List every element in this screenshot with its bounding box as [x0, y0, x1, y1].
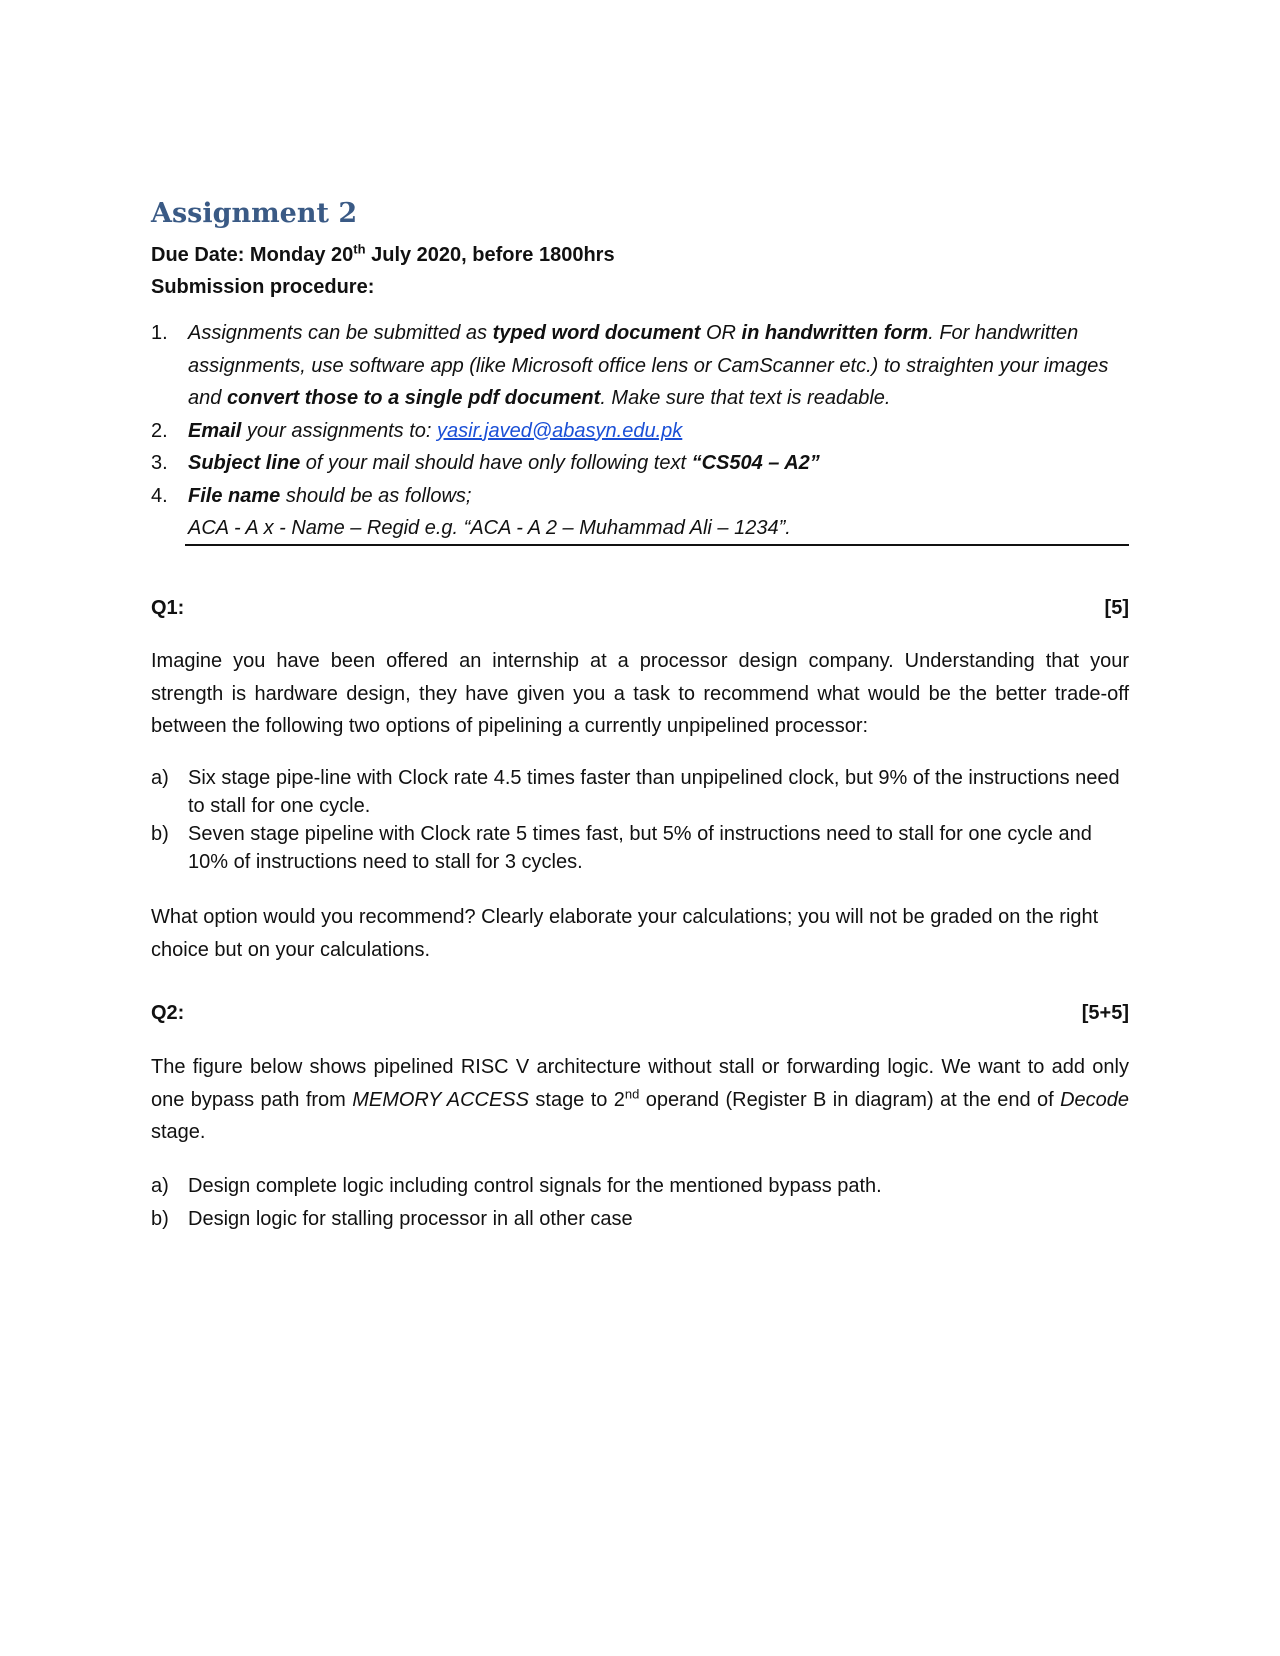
section-divider	[185, 544, 1129, 546]
q1-header	[151, 596, 1129, 620]
step-text: . Make sure that text is readable.	[600, 387, 891, 409]
step-bold-text: Email	[188, 419, 242, 442]
step-number: 1.	[151, 322, 168, 344]
step-number: 2.	[151, 419, 168, 442]
submission-procedure-heading: Submission procedure:	[151, 276, 375, 298]
step-text: should be as follows;	[280, 484, 472, 507]
step-bold-text: “CS504 – A2”	[691, 452, 820, 474]
step-text: OR	[700, 322, 742, 344]
q2-intro	[151, 1051, 1129, 1149]
q1-marks: [5]	[1104, 597, 1129, 619]
option-text: Six stage pipe-line with Clock rate 4.5 times faster than unpipelined clock, but 9% of the instructions need to stall for one cycle.	[188, 767, 1120, 817]
q1-options	[151, 764, 1129, 876]
option-item	[151, 764, 1129, 820]
step-bold-text: in handwritten form	[741, 322, 929, 344]
step-number: 4.	[151, 484, 168, 507]
step-text: of your mail should have only following text	[300, 452, 692, 474]
q1-intro: Imagine you have been offered an internship at a processor design company. Understanding that your strength is hardware design, they have given you a task to recommend what would be the better trade-off between the following two options of pipelining a currently unpipelined processor:	[151, 650, 1129, 737]
step-bold-text: Subject line	[188, 452, 301, 474]
q2-intro-text: stage.	[151, 1121, 206, 1143]
q2-intro-text: stage to 2	[529, 1088, 625, 1111]
file-name-example: ACA - A x - Name – Regid e.g. “ACA - A 2 – Muhammad Ali – 1234”.	[188, 517, 791, 539]
option-label: b)	[151, 1207, 169, 1230]
q2-marks: [5+5]	[1081, 1002, 1129, 1024]
option-item	[151, 1170, 1129, 1203]
step-text: your assignments to:	[241, 419, 438, 442]
step-bold-text: File name	[188, 484, 281, 507]
q2-intro-italic: MEMORY ACCESS	[352, 1088, 529, 1111]
step-item	[151, 480, 1131, 545]
q2-intro-text: operand (Register B in diagram) at the end of	[639, 1088, 1061, 1111]
option-item	[151, 820, 1129, 876]
step-bold-text: typed word document	[492, 322, 701, 344]
step-item	[151, 317, 1131, 415]
step-item	[151, 447, 1131, 480]
q1-question: What option would you recommend? Clearly elaborate your calculations; you will not be graded on the right choice but on your calculations.	[151, 906, 1099, 961]
step-bold-text: convert those to a single pdf document	[226, 387, 601, 409]
q2-header	[151, 1001, 1129, 1025]
q2-label: Q2:	[151, 1002, 185, 1024]
q2-options	[151, 1170, 1129, 1235]
q1-label: Q1:	[151, 597, 185, 619]
option-label: a)	[151, 1175, 169, 1197]
submission-steps-list	[151, 317, 1131, 545]
due-date-suffix: July 2020, before 1800hrs	[365, 244, 615, 266]
q2-intro-italic: Decode	[1060, 1088, 1130, 1111]
step-item	[151, 415, 1131, 448]
option-text: Seven stage pipeline with Clock rate 5 times fast, but 5% of instructions need to stall for one cycle and 10% of instructions need to stall for 3 cycles.	[188, 823, 1092, 873]
option-label: a)	[151, 767, 169, 789]
due-date	[151, 243, 615, 267]
step-text: . For handwritten assignments, use software app (like Microsoft office lens or CamScanner etc.) to straighten your images and	[188, 322, 1109, 409]
q2-intro-text: The figure below shows pipelined RISC V architecture without stall or forwarding logic. We want to add only one bypass path from	[151, 1056, 1129, 1111]
option-text: Design logic for stalling processor in all other case	[188, 1207, 633, 1230]
email-link[interactable]: yasir.javed@abasyn.edu.pk	[437, 419, 683, 442]
q2-intro-superscript: nd	[624, 1085, 640, 1101]
due-date-prefix: Due Date: Monday 20	[151, 244, 354, 266]
option-label: b)	[151, 823, 169, 845]
due-date-superscript: th	[353, 241, 366, 257]
step-number: 3.	[151, 452, 168, 474]
page-title: Assignment 2	[151, 198, 358, 229]
step-text: Assignments can be submitted as	[188, 322, 493, 344]
option-item	[151, 1203, 1129, 1236]
option-text: Design complete logic including control signals for the mentioned bypass path.	[188, 1175, 882, 1197]
